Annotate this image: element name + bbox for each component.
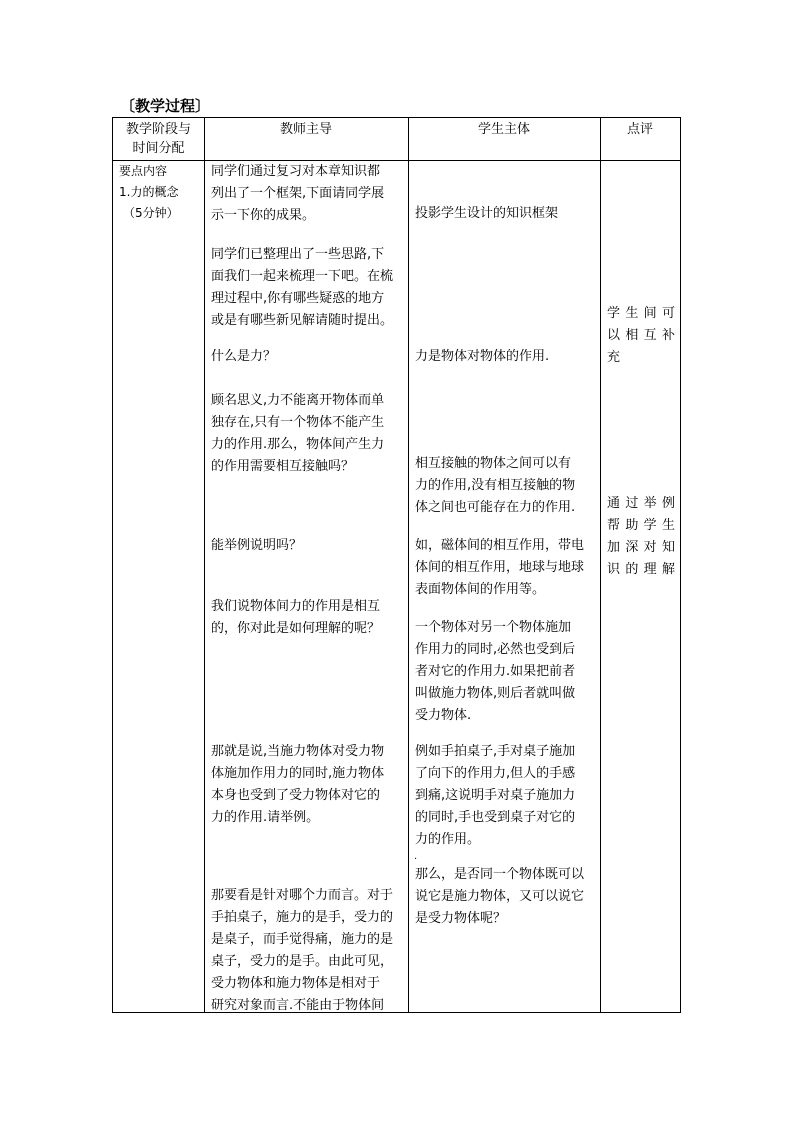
comment-line: 帮助学生 xyxy=(607,518,675,533)
comment-block xyxy=(607,303,675,369)
teacher-line: 力的作用.请举例。 xyxy=(211,810,320,825)
teacher-line: 是桌子，而手觉得痛，施力的是 xyxy=(211,932,394,947)
student-block xyxy=(415,346,601,368)
teacher-line: 理过程中,你有哪些疑惑的地方 xyxy=(211,291,385,306)
student-line: 一个物体对另一个物体施加 xyxy=(415,620,572,635)
student-block xyxy=(415,535,601,601)
stage-line: 要点内容 xyxy=(119,164,168,178)
comment-line: 通过举例 xyxy=(607,496,675,511)
teacher-line: 研究对象而言.不能由于物体间 xyxy=(211,998,385,1013)
teacher-line: 本身也受到了受力物体对它的 xyxy=(211,788,381,803)
teacher-line: 我们说物体间力的作用是相互 xyxy=(211,599,381,614)
teacher-line: 力的作用.那么，物体间产生力 xyxy=(211,437,385,452)
teacher-line: 那要看是针对哪个力而言。对于 xyxy=(211,888,394,903)
comment-line: 充 xyxy=(607,350,621,365)
comment-line: 以相互补 xyxy=(607,328,675,343)
header-student: 学生主体 xyxy=(477,122,530,137)
student-line: 了向下的作用力,但人的手感 xyxy=(415,766,576,781)
student-block xyxy=(415,203,601,225)
stage-cell xyxy=(119,161,203,224)
teacher-line: 体施加作用力的同时,施力物体 xyxy=(211,766,385,781)
lesson-table xyxy=(112,117,681,1013)
student-line: 力的作用,没有相互接触的物 xyxy=(415,478,576,493)
teacher-line: 顾名思义,力不能离开物体而单 xyxy=(211,393,385,408)
column-divider xyxy=(408,118,409,1012)
student-line: 那么，是否同一个物体既可以 xyxy=(415,867,585,882)
student-line: 是受力物体呢？ xyxy=(415,911,507,926)
comment-line: 识的理解 xyxy=(607,562,675,577)
teacher-block xyxy=(211,741,407,829)
teacher-line: 能举例说明吗？ xyxy=(211,538,303,553)
teacher-block xyxy=(211,161,407,227)
teacher-line: 桌子，受力的是手。由此可见， xyxy=(211,954,394,969)
header-stage-line: 教学阶段与 xyxy=(125,122,191,137)
student-line: 相互接触的物体之间可以有 xyxy=(415,456,572,471)
teacher-block xyxy=(211,596,407,640)
column-divider xyxy=(204,118,205,1012)
comment-line: 加深对知 xyxy=(607,540,675,555)
teacher-line: 同学们已整理出了一些思路,下 xyxy=(211,247,385,262)
teacher-line: 或是有哪些新见解请随时提出。 xyxy=(211,313,394,328)
student-line: 体之间也可能存在力的作用. xyxy=(415,500,576,515)
stage-line: （5分钟） xyxy=(123,206,179,220)
teacher-block xyxy=(211,346,407,368)
student-block xyxy=(415,864,601,930)
student-line: 力是物体对物体的作用. xyxy=(415,349,550,364)
header-teacher: 教师主导 xyxy=(279,122,332,137)
student-line: 表面物体间的作用等。 xyxy=(415,582,546,597)
teacher-line: 那就是说,当施力物体对受力物 xyxy=(211,744,385,759)
teacher-block xyxy=(211,885,407,1017)
comment-block xyxy=(607,493,675,581)
section-heading: 〔教学过程〕 xyxy=(120,97,211,115)
student-line: 作用力的同时,必然也受到后 xyxy=(415,642,576,657)
teacher-line: 示一下你的成果。 xyxy=(211,208,316,223)
teacher-line: 手拍桌子，施力的是手，受力的 xyxy=(211,910,394,925)
teacher-line: 同学们通过复习对本章知识都 xyxy=(211,164,381,179)
student-line: 到痛,这说明手对桌子施加力 xyxy=(415,788,576,803)
student-line: 如，磁体间的相互作用，带电 xyxy=(415,538,585,553)
teacher-block xyxy=(211,390,407,478)
student-line: 受力物体. xyxy=(415,708,472,723)
student-line: 叫做施力物体,则后者就叫做 xyxy=(415,686,576,701)
student-line: 说它是施力物体，又可以说它 xyxy=(415,889,585,904)
student-line: 例如手拍桌子,手对桌子施加 xyxy=(415,744,576,759)
student-line: 投影学生设计的知识框架 xyxy=(415,206,559,221)
student-line: 的同时,手也受到桌子对它的 xyxy=(415,810,576,825)
stage-line: 1.力的概念 xyxy=(119,185,179,199)
student-line: 力的作用。 xyxy=(415,832,481,847)
teacher-line: 受力物体和施力物体是相对于 xyxy=(211,976,381,991)
student-line: 体间的相互作用，地球与地球 xyxy=(415,560,585,575)
teacher-line: 的，你对此是如何理解的呢？ xyxy=(211,621,381,636)
student-block xyxy=(415,617,601,727)
teacher-line: 面我们一起来梳理一下吧。在梳 xyxy=(211,269,394,284)
student-line: 者对它的作用力.如果把前者 xyxy=(415,664,576,679)
header-stage xyxy=(113,118,204,162)
comment-line: 学生间可 xyxy=(607,306,675,321)
stray-mark: . xyxy=(414,851,418,862)
teacher-line: 列出了一个框架,下面请同学展 xyxy=(211,186,385,201)
teacher-line: 的作用需要相互接触吗？ xyxy=(211,459,355,474)
teacher-line: 什么是力？ xyxy=(211,349,277,364)
header-stage-line: 时间分配 xyxy=(132,141,185,156)
teacher-block xyxy=(211,535,407,557)
student-block xyxy=(415,741,601,851)
header-comment: 点评 xyxy=(626,122,653,137)
teacher-block xyxy=(211,244,407,332)
student-block xyxy=(415,453,601,519)
teacher-line: 独存在,只有一个物体不能产生 xyxy=(211,415,385,430)
